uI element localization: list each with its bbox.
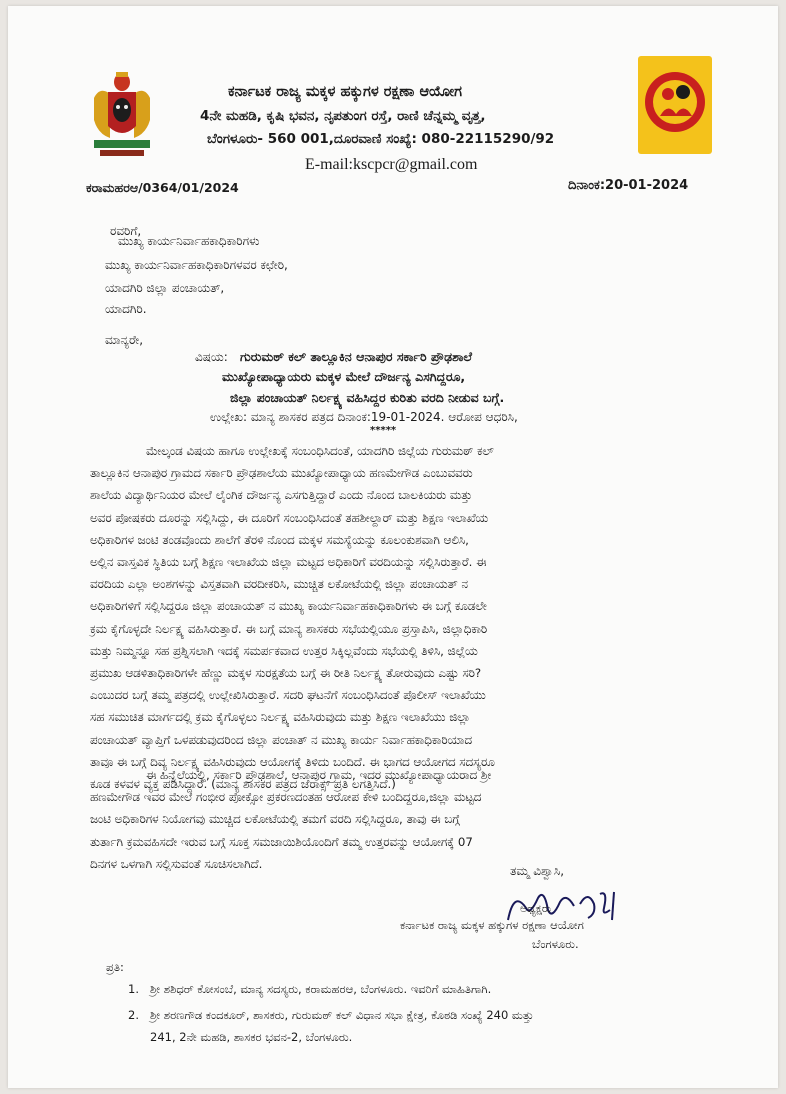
- paragraph-line: ವರದಿಯ ಎಲ್ಲಾ ಅಂಶಗಳನ್ನು ವಿಸ್ತತವಾಗಿ ವರದೀಕರಿಸಿ, ಮುಚ್ಚಿತ ಲಕೋಟೆಯಲ್ಲಿ ಜಿಲ್ಲಾ ಪಂಚಾಯತ್ ನ: [90, 577, 468, 592]
- paragraph-line: ಮತ್ತು ನಿಮ್ಮನ್ನೂ ಸಹ ಪ್ರಶ್ನಿಸಲಾಗಿ ಇದಕ್ಕೆ ಸಮರ್ಪಕವಾದ ಉತ್ತರ ಸಿಕ್ಕಿಲ್ಲವೆಂದು ಸಭೆಯಲ್ಲಿ ತಿಳಿಸಿ, ಜಿಲ್ಲೆಯ: [90, 643, 478, 658]
- paragraph-line: ಸಹ ಸಮುಚಿತ ಮಾರ್ಗದಲ್ಲಿ ಕ್ರಮ ಕೈಗೊಳ್ಳಲು ನಿರ್ಲಕ್ಷ್ಯ ವಹಿಸಿರುವುದು ಮತ್ತು ಶಿಕ್ಷಣ ಇಲಾಖೆಯು ಜಿಲ್ಲಾ: [90, 710, 471, 725]
- greeting: ಮಾನ್ಯರೇ,: [105, 333, 144, 347]
- karnataka-emblem-icon: [86, 68, 158, 160]
- reference-number: ಕರಾಮಹರಆ/0364/01/2024: [86, 180, 239, 195]
- org-name-heading: ಕರ್ನಾಟಕ ರಾಜ್ಯ ಮಕ್ಕಳ ಹಕ್ಕುಗಳ ರಕ್ಷಣಾ ಆಯೋಗ: [228, 84, 462, 100]
- body-paragraph-1: [90, 440, 690, 795]
- paragraph-line: ಕ್ರಮ ಕೈಗೊಳ್ಳದೇ ನಿರ್ಲಕ್ಷ್ಯ ವಹಿಸಿರುತ್ತಾರೆ. ಈ ಬಗ್ಗೆ ಮಾನ್ಯ ಶಾಸಕರು ಸಭೆಯಲ್ಲಿಯೂ ಪ್ರಸ್ತಾಪಿಸಿ, ಜಿಲ್ಲಾಧಿಕಾರಿ: [90, 621, 488, 636]
- list-item: [128, 978, 534, 1000]
- paragraph-line: ಅವರ ಪೋಷಕರು ದೂರನ್ನು ಸಲ್ಲಿಸಿದ್ದು, ಈ ದೂರಿಗೆ ಸಂಬಂಧಿಸಿದಂತೆ ತಹಶೀಲ್ದಾರ್ ಮತ್ತು ಶಿಕ್ಷಣ ಇಲಾಖೆಯ: [90, 510, 489, 525]
- commission-logo-icon: [638, 56, 712, 154]
- paragraph-line: ಈ ಹಿನ್ನೆಲೆಯಲ್ಲಿ, ಸರ್ಕಾರಿ ಪ್ರೌಢಶಾಲೆ, ಆನಾಪುರ ಗ್ರಾಮ, ಇದರ ಮುಖ್ಯೋಪಾಧ್ಯಾಯರಾದ ಶ್ರೀ: [146, 768, 492, 782]
- addressee-line-1: ಮುಖ್ಯ ಕಾರ್ಯನಿರ್ವಾಹಕಾಧಿಕಾರಿಗಳು: [118, 234, 260, 248]
- paragraph-line: ತುರ್ತಾಗಿ ಕ್ರಮವಹಿಸದೇ ಇರುವ ಬಗ್ಗೆ ಸೂಕ್ತ ಸಮಜಾಯಿಶಿಯೊಂದಿಗೆ ತಮ್ಮ ಉತ್ತರವನ್ನು ಆಯೋಗಕ್ಕೆ 07: [90, 834, 473, 849]
- paragraph-line: ಎಂಬುದರ ಬಗ್ಗೆ ತಮ್ಮ ಪತ್ರದಲ್ಲಿ ಉಲ್ಲೇಖಿಸಿರುತ್ತಾರೆ. ಸದರಿ ಘಟನೆಗೆ ಸಂಬಂಧಿಸಿದಂತೆ ಪೊಲೀಸ್ ಇಲಾಖೆಯು: [90, 688, 486, 703]
- letter-date: ದಿನಾಂಕ:20-01-2024: [568, 178, 689, 193]
- addressee-line-2: ಮುಖ್ಯ ಕಾರ್ಯನಿರ್ವಾಹಕಾಧಿಕಾರಿಗಳವರ ಕಛೇರಿ,: [105, 258, 288, 272]
- paragraph-line: ಮೇಲ್ಕಂಡ ವಿಷಯ ಹಾಗೂ ಉಲ್ಲೇಖಕ್ಕೆ ಸಂಬಂಧಿಸಿದಂತೆ, ಯಾದಗಿರಿ ಜಿಲ್ಲೆಯ ಗುರುಮಠ್ ಕಲ್: [146, 444, 494, 458]
- paragraph-line: ಪ್ರಮುಖ ಆಡಳಿತಾಧಿಕಾರಿಗಳೇ ಹೆಣ್ಣು ಮಕ್ಕಳ ಸುರಕ್ಷತೆಯ ಬಗ್ಗೆ ಈ ರೀತಿ ನಿರ್ಲಕ್ಷ್ಯ ತೋರುವುದು ಎಷ್ಟು ಸರಿ?: [90, 666, 482, 681]
- paragraph-line: ಹಣಮೇಗೌಡ ಇವರ ಮೇಲೆ ಗಂಭೀರ ಪೋಕ್ಸೋ ಪ್ರಕರಣದಂತಹ ಆರೋಪ ಕೇಳಿ ಬಂದಿದ್ದರೂ,ಜಿಲ್ಲಾ ಮಟ್ಟದ: [90, 790, 482, 805]
- paragraph-line: ಅಧಿಕಾರಿಗಳ ಜಂಟಿ ತಂಡವೊಂದು ಶಾಲೆಗೆ ತೆರಳಿ ನೊಂದ ಮಕ್ಕಳ ಸಮಸ್ಯೆಯನ್ನು ಕೂಲಂಕುಶವಾಗಿ ಆಲಿಸಿ,: [90, 532, 469, 547]
- paragraph-line: ಕೂಡ ಕಳವಳ ವ್ಯಕ್ತ ಪಡಿಸಿದ್ದಾರೆ. (ಮಾನ್ಯ ಶಾಸಕರ ಪತ್ರದ ಜೆರಾಕ್ಸ್ ಪ್ರತಿ ಲಗತ್ತಿಸಿದೆ.): [90, 777, 396, 792]
- copy-text-continued: 241, 2ನೇ ಮಹಡಿ, ಶಾಸಕರ ಭವನ-2, ಬೆಂಗಳೂರು.: [150, 1030, 353, 1044]
- copy-number: 2.: [128, 1008, 139, 1022]
- separator: *****: [370, 425, 397, 436]
- subject-prefix: ವಿಷಯ:: [195, 350, 228, 364]
- addressee-line-4: ಯಾದಗಿರಿ.: [105, 302, 147, 316]
- paragraph-line: ಪಂಚಾಯತ್ ವ್ಯಾಪ್ತಿಗೆ ಒಳಪಡುವುದರಿಂದ ಜಿಲ್ಲಾ ಪಂಚಾತ್ ನ ಮುಖ್ಯ ಕಾರ್ಯ ನಿರ್ವಾಹಕಾಧಿಕಾರಿಯಾದ: [90, 732, 472, 747]
- closing-designation: ಅಧ್ಯಕ್ಷರು: [520, 902, 552, 915]
- copy-text: ಶ್ರೀ ಶಶಿಧರ್ ಕೋಸಂಬೆ, ಮಾನ್ಯ ಸದಸ್ಯರು, ಕರಾಮಹರಆ, ಬೆಂಗಳೂರು. ಇವರಿಗೆ ಮಾಹಿತಿಗಾಗಿ.: [150, 982, 492, 996]
- closing-yours: ತಮ್ಮ ವಿಶ್ವಾಸಿ,: [510, 864, 565, 878]
- copy-text: ಶ್ರೀ ಶರಣಗೌಡ ಕಂದಕೂರ್, ಶಾಸಕರು, ಗುರುಮಠ್ ಕಲ್ ವಿಧಾನ ಸಭಾ ಕ್ಷೇತ್ರ, ಕೊಠಡಿ ಸಂಖ್ಯೆ 240 ಮತ್ತು: [150, 1008, 534, 1022]
- addressee-line-3: ಯಾದಗಿರಿ ಜಿಲ್ಲಾ ಪಂಚಾಯತ್,: [105, 281, 225, 295]
- copies-label: ಪ್ರತಿ:: [106, 960, 124, 974]
- subject-line-3: ಜಿಲ್ಲಾ ಪಂಚಾಯತ್ ನಿರ್ಲಕ್ಷ್ಯ ವಹಿಸಿದ್ದರ ಕುರಿತು ವರದಿ ನೀಡುವ ಬಗ್ಗೆ.: [230, 390, 505, 405]
- addressee-to: ರವರಿಗೆ,: [110, 224, 142, 238]
- paragraph-line: ಅಧಿಕಾರಿಗಳಿಗೆ ಸಲ್ಲಿಸಿದ್ದರೂ ಜಿಲ್ಲಾ ಪಂಚಾಯತ್ ನ ಮುಖ್ಯ ಕಾರ್ಯನಿರ್ವಾಹಕಾಧಿಕಾರಿಗಳು ಈ ಬಗ್ಗೆ ಕೂಡಲೇ: [90, 599, 487, 614]
- subject-line-2: ಮುಖ್ಯೋಪಾಧ್ಯಾಯರು ಮಕ್ಕಳ ಮೇಲೆ ದೌರ್ಜನ್ಯ ಎಸಗಿದ್ದರೂ,: [222, 369, 466, 384]
- org-email: E-mail:kscpcr@gmail.com: [305, 156, 478, 173]
- org-address: 4ನೇ ಮಹಡಿ, ಕೃಷಿ ಭವನ, ನೃಪತುಂಗ ರಸ್ತೆ, ರಾಣಿ ಚೆನ್ನಮ್ಮ ವೃತ್ತ,: [200, 108, 486, 124]
- paragraph-line: ತಾಲ್ಲೂಕಿನ ಆನಾಪುರ ಗ್ರಾಮದ ಸರ್ಕಾರಿ ಪ್ರೌಢಶಾಲೆಯ ಮುಖ್ಯೋಪಾಧ್ಯಾಯ ಹಣಮೇಗೌಡ ಎಂಬುವವರು: [90, 466, 473, 481]
- subject-reference: ಉಲ್ಲೇಖ: ಮಾನ್ಯ ಶಾಸಕರ ಪತ್ರದ ದಿನಾಂಕ:19-01-2024. ಆರೋಪ ಆಧರಿಸಿ,: [210, 410, 518, 424]
- paragraph-line: ಜಂಟಿ ಅಧಿಕಾರಿಗಳ ನಿಯೋಗವು ಮುಚ್ಚಿದ ಲಕೋಟೆಯಲ್ಲಿ ತಮಗೆ ವರದಿ ಸಲ್ಲಿಸಿದ್ದರೂ, ತಾವು ಈ ಬಗ್ಗೆ: [90, 812, 460, 827]
- closing-org: ಕರ್ನಾಟಕ ರಾಜ್ಯ ಮಕ್ಕಳ ಹಕ್ಕುಗಳ ರಕ್ಷಣಾ ಆಯೋಗ: [400, 918, 584, 932]
- paragraph-line: ಅಲ್ಲಿನ ವಾಸ್ತವಿಕ ಸ್ಥಿತಿಯ ಬಗ್ಗೆ ಶಿಕ್ಷಣ ಇಲಾಖೆಯ ಜಿಲ್ಲಾ ಮಟ್ಟದ ಅಧಿಕಾರಿಗೆ ವರದಿಯನ್ನು ಸಲ್ಲಿಸಿರುತ್ತಾರೆ. ಈ: [90, 555, 487, 570]
- paragraph-line: ತಾವೂ ಈ ಬಗ್ಗೆ ದಿವ್ಯ ನಿರ್ಲಕ್ಷ್ಯ ವಹಿಸಿರುವುದು ಆಯೋಗಕ್ಕೆ ತಿಳಿದು ಬಂದಿದೆ. ಈ ಭಾಗದ ಆಯೋಗದ ಸದಸ್ಯರೂ: [90, 754, 495, 769]
- subject-line-1: ಗುರುಮಠ್ ಕಲ್ ತಾಲ್ಲೂಕಿನ ಆನಾಪುರ ಸರ್ಕಾರಿ ಪ್ರೌಢಶಾಲೆ: [240, 349, 472, 364]
- list-item: [128, 1004, 534, 1026]
- paragraph-line: ಶಾಲೆಯ ವಿದ್ಯಾರ್ಥಿನಿಯರ ಮೇಲೆ ಲೈಂಗಿಕ ದೌರ್ಜನ್ಯ ಎಸಗುತ್ತಿದ್ದಾರೆ ಎಂದು ನೊಂದ ಬಾಲಕಿಯರು ಮತ್ತು: [90, 488, 473, 503]
- body-paragraph-2: [90, 764, 690, 875]
- copy-number: 1.: [128, 982, 139, 996]
- paragraph-line: ದಿನಗಳ ಒಳಗಾಗಿ ಸಲ್ಲಿಸುವಂತೆ ಸೂಚಿಸಲಾಗಿದೆ.: [90, 856, 263, 871]
- list-item: [128, 1026, 534, 1048]
- copies-list: [128, 978, 534, 1048]
- org-city-phone: ಬೆಂಗಳೂರು- 560 001,ದೂರವಾಣಿ ಸಂಖ್ಯೆ: 080-22115290/92: [207, 131, 555, 147]
- closing-city: ಬೆಂಗಳೂರು.: [532, 937, 579, 951]
